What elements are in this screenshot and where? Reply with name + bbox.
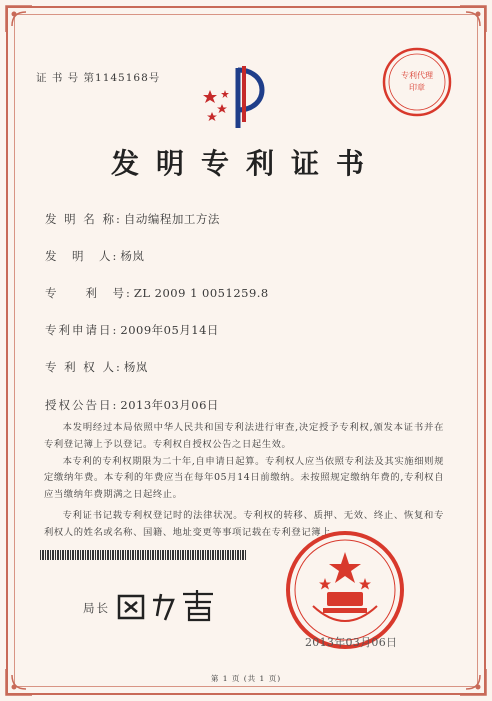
page-footer: 第 1 页 (共 1 页) xyxy=(210,674,282,683)
field-value: ZL 2009 1 0051259.8 xyxy=(133,286,269,300)
director-label: 局长 xyxy=(83,601,110,615)
field-label: 专 利 号: xyxy=(45,286,132,300)
certificate-number: 证 书 号 第1145168号 xyxy=(36,72,161,84)
field-grant-date xyxy=(45,397,219,413)
field-label: 发 明 名 称: xyxy=(45,212,122,226)
field-patentee xyxy=(45,359,148,375)
seal-date: 2013年03月06日 xyxy=(305,636,398,649)
svg-text:专利代理: 专利代理 xyxy=(401,71,433,80)
field-label: 授权公告日: xyxy=(45,398,119,412)
field-patent-number xyxy=(45,285,269,301)
field-inventor xyxy=(45,248,144,264)
paragraph: 专利证书记载专利权登记时的法律状况。专利权的转移、质押、无效、终止、恢复和专利权人的姓名或名称、国籍、地址变更等事项记载在专利登记簿上。 xyxy=(44,509,444,538)
corner-ornament-icon xyxy=(4,4,34,34)
field-invention-name xyxy=(45,211,220,227)
field-value: 自动编程加工方法 xyxy=(123,212,220,226)
document-title: 发明专利证书 xyxy=(110,147,381,180)
body-text xyxy=(44,420,444,542)
field-label: 专利申请日: xyxy=(45,323,119,337)
field-value: 2013年03月06日 xyxy=(120,398,219,412)
corner-ornament-icon xyxy=(458,4,488,34)
field-label: 专 利 权 人: xyxy=(45,360,122,374)
field-application-date xyxy=(45,322,219,338)
director-signature-icon xyxy=(113,586,223,626)
paragraph: 本专利的专利权期限为二十年,自申请日起算。专利权人应当依照专利法及其实施细则规定缴纳年费。本专利的年费应当在每年05月14日前缴纳。未按照规定缴纳年费的,专利权自应当缴纳年费期满之日起终止。 xyxy=(44,455,444,501)
small-agency-seal-icon xyxy=(381,46,453,118)
svg-text:印章: 印章 xyxy=(409,83,425,92)
field-label: 发 明 人: xyxy=(45,249,119,263)
field-value: 杨岚 xyxy=(123,360,148,374)
patent-office-logo-icon xyxy=(200,62,280,132)
official-state-seal-icon xyxy=(285,530,405,650)
barcode xyxy=(40,550,246,560)
field-value: 2009年05月14日 xyxy=(120,323,219,337)
paragraph: 本发明经过本局依照中华人民共和国专利法进行审查,决定授予专利权,颁发本证书并在专利登记簿上予以登记。专利权自授权公告之日起生效。 xyxy=(44,422,444,450)
field-value: 杨岚 xyxy=(120,249,145,263)
